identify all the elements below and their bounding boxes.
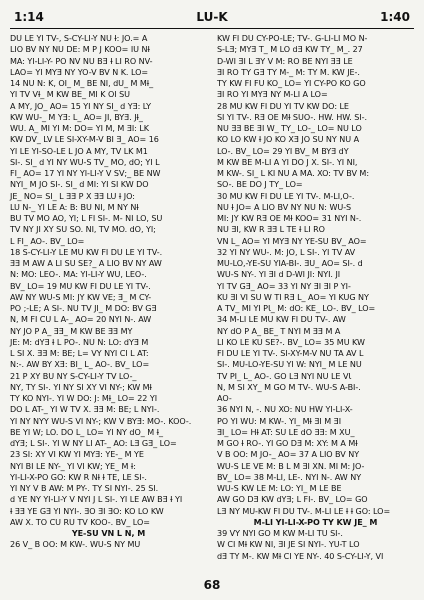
section-heading: M-LI YI-LI-X-PO TY KW JE_ M [253, 517, 378, 527]
text-line: BU TV MO AO, YI; L FI SI-. M- NI LO, SU [10, 214, 163, 223]
text-line: DO L AT-_ YI W TV X. ƎƎ M: BE; L NYI-. [10, 405, 160, 415]
text-line: YI NY NYY WU-S VI NY-; KW V BYƎ: MO-. KOO-. [10, 416, 192, 426]
text-line: LƎ NY MU-KW FI DU TV-. M-LI LE Ɨ Ɨ GO: LO= [217, 506, 391, 516]
text-line: 23 SI: XY VI KW YI MYƎ: YE-_ M YE [10, 450, 144, 460]
text-line: AW NY WU-S MI: JY KW VE; Ǝ_ M CY- [10, 292, 152, 302]
text-line: NU ƎƎ BE ƎI W_ TY_ LO-_ LO= NU LO [217, 124, 362, 133]
text-line: NYI BI LE NY-_ YI VI KW; YE_ M Ɨ: [10, 461, 136, 471]
text-line: TY KO NYI-. YI W DO: J: MƗ_ LO= 22 YI [10, 394, 158, 403]
text-line: N, M SI XY_ M GO M TV-. WU-S A-BI-. [217, 382, 361, 392]
text-line: YI TV VƗ_ M KW BE_ MI K OI SU [10, 90, 130, 100]
text-line: FI DU LE YI TV-. SI-XY-M-V NU TA AV L [217, 349, 364, 358]
text-line: dYƎ; L SI-. YI W NY LI AT-_ AO: LƎ GƎ_ LO= [10, 439, 177, 448]
text-line: FI_ AO= 17 YI NY YI-LI-Y V SV;_ BE NW [10, 169, 161, 178]
text-line: 30 MU KW FI DU LE YI TV-. M-LI,O-. [217, 191, 355, 201]
text-line: TV PI_ L_ AO-. GO LƎ NYI NU LE VƖ [217, 371, 352, 381]
text-line: 21 P XY BU NY S-CY-LI-Y TV LO-_ [10, 371, 137, 381]
text-line: YI TV GƎ_ AO= 33 YI NY ƎI ƎI P YI- [217, 281, 351, 291]
text-line: BE YI W; LO. DO L_ LO= YI NY dO_ M Ɨ_ [10, 427, 163, 437]
text-line: AW X. TO CU RU TV KOO-. BV_ LO= [10, 517, 150, 527]
text-line: KW FI DU CY-PO-LE; TV-. G-LI-LI MO N- [217, 34, 368, 43]
text-line: TY KW FI FU KO_ LO= YI CY-PO KO GO [217, 79, 366, 88]
header-rule [10, 28, 414, 29]
text-line: PO YI WU: M KW-. YI_ MƗ ƎI M ƎI [217, 416, 342, 426]
text-line: 28 MU KW FI DU YI TV KW DO: LE [217, 101, 349, 111]
text-line: KO LO KW Ɨ JO KO XƎ JO SU NY NU A [217, 135, 360, 145]
text-line: WU-S NY-. YI ƎI d D-WI JI: NYI. JI [217, 270, 341, 280]
text-line: KU ƎI VI SU W TI RƎ L_ AO= YI KUG NY [217, 292, 369, 302]
text-line: SI YI TV-. RƎ OE MƗ SUO-. HW. HW. SI-. [217, 112, 367, 122]
text-line: Ɨ ƎƎ YE GƎ YI NYI-. ƎO ƎI ƎO: KO LO KW [10, 506, 164, 516]
text-line: 32 YI NY WU-. M: JO, L SI-. YI TV AV [217, 247, 356, 257]
text-line: YI NY V B AW: M PY-. TY SI NYI-. 25 SI. [10, 484, 159, 493]
text-line: ƎI RO TY GƎ TY M-_ M: TY M. KW JE-. [217, 67, 360, 77]
text-line: WU. A_ MI YI M: DO= YI M, M ƎI: LK [10, 124, 150, 133]
text-line: LO-. BV_ LO= 29 YI BV_ M BYƎ dY [217, 146, 349, 156]
text-line: LU N-_ YI LE A: B: BU NI, M NY NƗ [10, 202, 139, 212]
text-line: M GO Ɨ RO-. YI GO DƎ M: XY: M A MƗ [217, 439, 358, 448]
text-line: S-LƎ; MYƎ T_ M LO dƎ KW TY_ M_. 27 [217, 45, 363, 55]
text-line: LAO= YI MYƎ NY YO-V BV N K. LO= [10, 67, 149, 77]
text-line: MI: JY KW RƎ OE MƗ KOO= 31 NYI N-. [217, 214, 362, 223]
text-line: 14 NU N: K, OI_ M_ BE NI, dU_ M MƗ_ [10, 79, 154, 88]
left-column [10, 33, 207, 578]
text-line: ƎI RO YI MYƎ NY M-LI A LO= [217, 90, 328, 100]
text-line: M KW BE M-LI A YI DO J X. SI-. YI NI, [217, 157, 358, 167]
text-line: ƎƎ M AW A LI SU SE?_ A LIO BV NY AW [10, 259, 162, 268]
text-line: NY, TY SI-. YI NY SI XY VI NY-; KW MƗ [10, 382, 152, 392]
text-line: MU-LO,-YE-SU YIA-BI-. ƎU_ AO= SI-. d [217, 259, 363, 268]
text-line: KW WU-_ M YƎ: L_ AO= JI, BYƎ. JƗ_ [10, 112, 143, 122]
text-columns [10, 33, 414, 578]
text-line: NY dO P A_ BE_ T NYI M ƎƎ M A [217, 326, 341, 336]
text-line: AO- [217, 394, 232, 403]
text-line: SI-. SI_ d YI NY WU-S TV_ MO, dO; YI L [10, 157, 160, 167]
text-line: TV NY JI XY SU SO. NI, TV MO. dO, YI; [10, 225, 156, 235]
text-line: BV_ LO= 19 MU KW FI DU LE YI TV-. [10, 281, 151, 291]
text-line: V B OO: M JO-_ AO= 37 A LIO BV NY [217, 450, 360, 460]
text-line: NU Ɨ JO= A LIO BV NY NU N: WU-S [217, 202, 352, 212]
text-line: KW DV_ LV LE SI-XY-M-V BI Ǝ_ AO= 16 [10, 135, 159, 145]
text-line: LIO BV NY NU DE: M P J KOO= IU NƗ [10, 45, 150, 55]
text-line: 39 VY NYI GO M KW M-LI TU SI-. [217, 529, 343, 538]
section-heading: YE-SU VN L N, M [71, 529, 146, 538]
text-line: NYI_ M JO SI-. SI_ d MI: YI SI KW DO [10, 180, 149, 190]
text-line: YI LE YI-SO-LE L JO A MY, TV LK M1 [10, 146, 148, 156]
text-line: L FI_ AO-. BV_ LO= [10, 236, 85, 246]
text-line: JE: M: dYƎ Ɨ L PO-. NU N: LO: dYƎ M [10, 337, 149, 347]
text-line: 18 S-CY-LI-Y LE MU KW FI DU LE YI TV-. [10, 247, 163, 257]
text-line: L SI X. ƎƎ M: BE; L= VY NYI CI L AT: [10, 349, 149, 358]
text-line: N: MO: LEO-. MA: YI-LI-Y WU, LEO-. [10, 270, 147, 280]
text-line: A MY, JO_ AO= 15 YI NY SI_ d YƎ: LY [10, 101, 152, 111]
left-chapter-verse: 1:14 [14, 10, 44, 24]
text-line: 34 M-LI LE MU KW FI DU TV-. AW [217, 315, 346, 325]
text-line: 36 NYI N, -. NU XO: NU HW YI-LI-X- [217, 405, 353, 415]
text-line: WU-S LE VE M: B L M ƎI XN. MI M: JO- [217, 461, 365, 471]
text-line: WU-S KW LE M: LO: YI_ M LE BE [217, 484, 342, 493]
text-line: MA: YI-LI-Y- PO NV NU BƎ Ɨ LI RO NV- [10, 56, 153, 66]
text-line: N:-. AW BY XƎ: BI_ L_ AO-. BV_ LO= [10, 360, 150, 370]
right-chapter-verse: 1:40 [380, 10, 410, 24]
text-line: SO-. BE DO J TY_ LO= [217, 180, 303, 190]
text-line: BV_ LO= 38 M-LI, LE-. NYI N-. AW NY [217, 472, 362, 482]
text-line: NY JO P A_ ƎƎ_ M KW BE ƎƎ MY [10, 326, 133, 336]
text-line: VN L_ AO= YI MYƎ NY YE-SU BV_ AO= [217, 236, 367, 246]
text-line: SI-. MU-LO-YE-SU YI W: NYI_ M LE NU [217, 360, 362, 370]
text-line: N, M FI CU L A-_ AO= 20 NYI N-. AW [10, 315, 152, 325]
text-line: W CI MƗ KW NI, ƎI JE SI NYI-. YU-T LO [217, 540, 360, 550]
text-line: M KW-. SI_ L KI NU A MA. XO: TV BV M: [217, 169, 369, 178]
text-line: YI-LI-X-PO GO: KW R NƗ Ɨ TE, LE SI-. [10, 472, 147, 482]
text-line: JE_ NO= SI_ L ƎƎ P X ƎƎ LU Ɨ JO: [10, 191, 135, 201]
text-line: 26 V_ B OO: M KW-. WU-S NY MU [10, 540, 141, 550]
text-line: d YE NY YI-LI-Y V NYI J L SI-. YI LE AW BƎ Ɨ YI [10, 495, 183, 505]
text-line: A TV_ MI YI PƖ_ M: dO: KE_ LO-. BV_ LO= [217, 304, 376, 313]
right-column [217, 33, 414, 578]
text-line: D-WI ƎI L ƎY V M: RO BE NYI ƎƎ LE [217, 56, 353, 66]
text-line: ƎI_ LO= HƗ AT: SU LE dO ƎƎ: M XU_ [217, 427, 355, 437]
text-line: PO ;-LE; A SI-. NU TV JI_ M DO: BV GƎ [10, 304, 157, 313]
page-header [10, 6, 414, 28]
text-line: AW GO DƎ KW dYƎ; L FI-. BV_ LO= GO [217, 495, 368, 505]
text-line: DU LE YI TV-, S-CY-LI-Y NU Ɨ: JO.= A [10, 34, 148, 43]
book-title: LU-K [196, 10, 228, 24]
page-number: 68 [203, 578, 221, 592]
text-line: NU ƎI, KW R ƎƎ L TE Ɨ LI RO [217, 225, 325, 235]
text-line: LI KO LE KU SE?-. BV_ LO= 35 MU KW [217, 337, 365, 347]
text-line: dƎ TY M-. KW MƗ CI YE NY-. 40 S-CY-LI-Y, VI [217, 551, 384, 561]
